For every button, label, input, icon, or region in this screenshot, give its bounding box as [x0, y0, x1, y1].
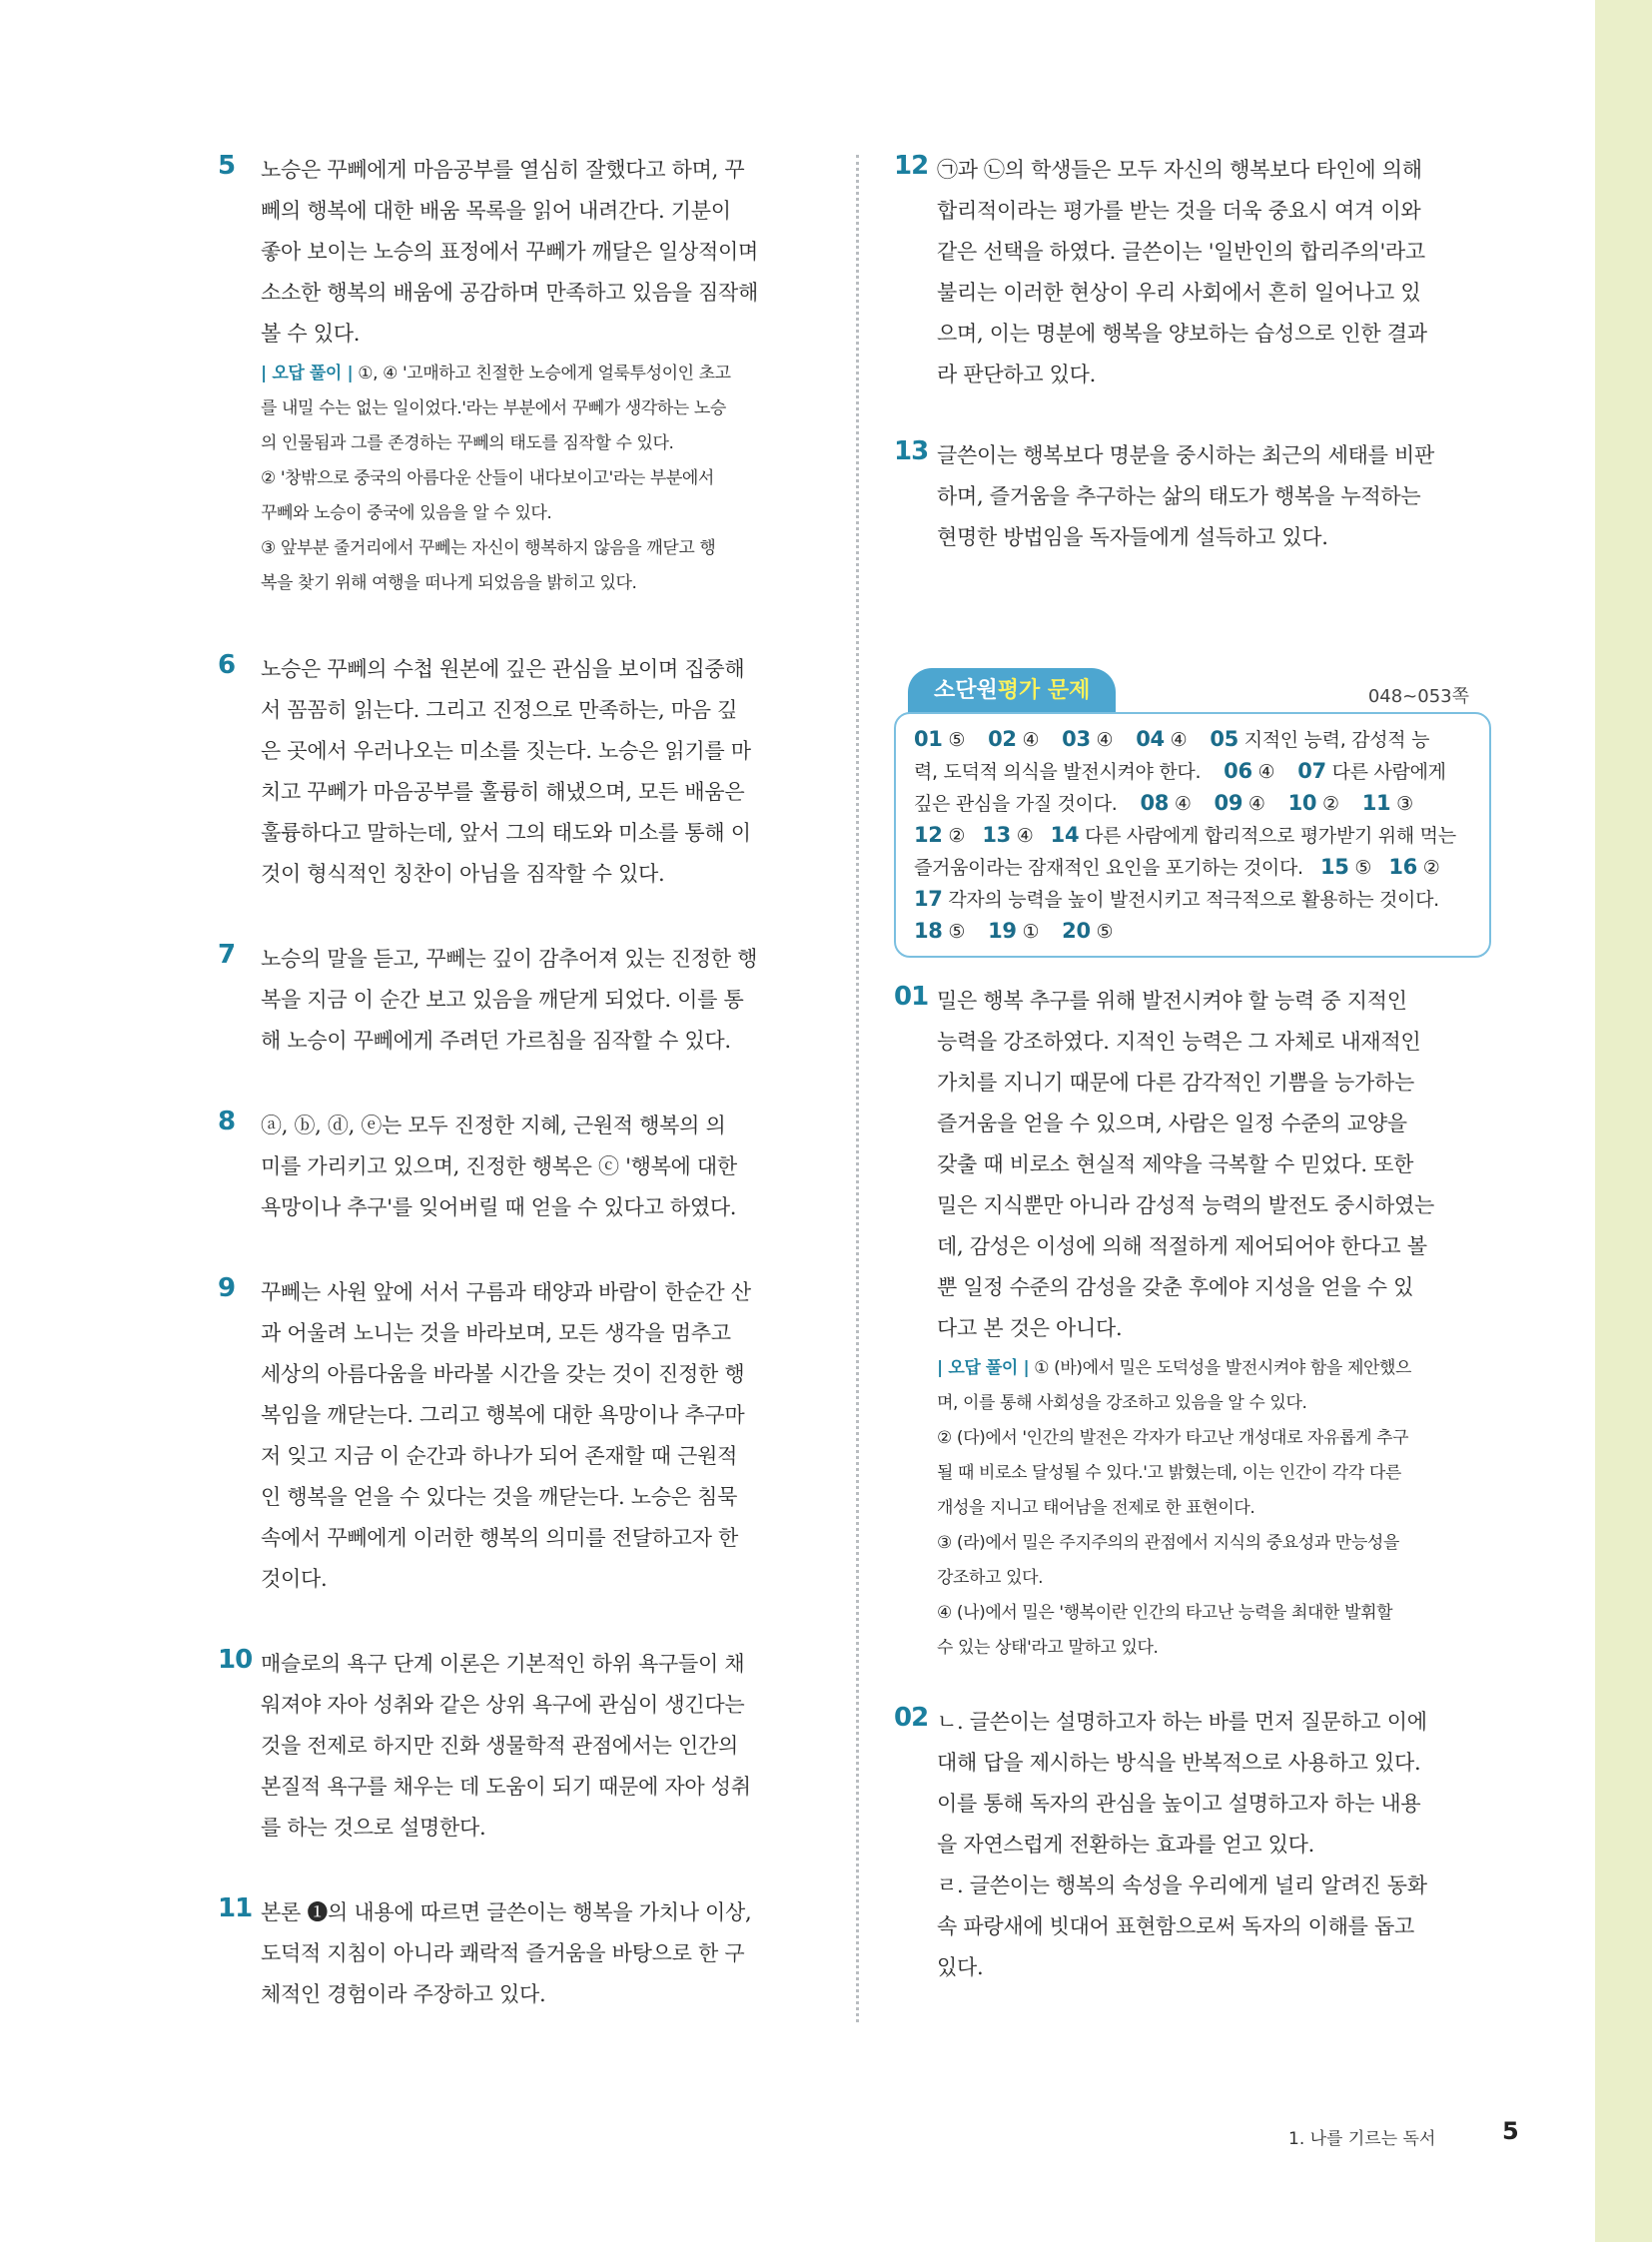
- item-number: 13: [894, 436, 929, 466]
- eval-answer-02: [894, 1702, 1497, 1988]
- wrong-answer-explanation: | 오답 풀이 | ①, ④ '고매하고 친절한 노승에게 얼룩투성이인 초고 를 내밀 수는 없는 일이었다.'라는 부분에서 꾸뻬가 생각하는 노승 의 인물됨과 그를 존경하는 꾸뻬의 태도를 짐작할 수 있다. ② '창밖으로 중국의 아름다운 산들이 내다보이고'라는 부분에서 꾸뻬와 노승이 중국에 있음을 알 수 있다. ③ 앞부분 줄거리에서 꾸뻬는 자신이 행복하지 않음을 깨닫고 행 복을 찾기 위해 여행을 떠나게 되었음을 밝히고 있다.: [261, 364, 731, 593]
- item-number: 8: [218, 1107, 236, 1136]
- answer-key-line: 즐거움이라는 잠재적인 요인을 포기하는 것이다. 15 ⑤ 16 ②: [914, 855, 1440, 879]
- wrong-answer-explanation: | 오답 풀이 | ① (바)에서 밀은 도덕성을 발전시켜야 함을 제안했으 며, 이를 통해 사회성을 강조하고 있음을 알 수 있다. ② (다)에서 '인간의 발전은 각자가 타고난 개성대로 자유롭게 추구 될 때 비로소 달성될 수 있다.'고 밝혔는데, 이는 인간이 각각 다른 개성을 지니고 태어남을 전제로 한 표현이다. ③ (라)에서 밀은 주지주의의 관점에서 지식의 중요성과 만능성을 강조하고 있다. ④ (나)에서 밀은 '행복이란 인간의 타고난 능력을 최대한 발휘할 수 있는 상태'라고 말하고 있다.: [937, 1358, 1412, 1658]
- unit-eval-section: [894, 668, 1497, 963]
- item-number: 12: [894, 151, 929, 181]
- item-number: 5: [218, 151, 236, 181]
- item-body: 매슬로의 욕구 단계 이론은 기본적인 하위 욕구들이 채 워져야 자아 성취와 같은 상위 욕구에 관심이 생긴다는 것을 전제로 하지만 진화 생물학적 관점에서는 인간의 본질적 욕구를 채우는 데 도움이 되기 때문에 자아 성취 를 하는 것으로 설명한다.: [261, 1652, 751, 1840]
- answer-key-line: 12 ② 13 ④ 14 다른 사람에게 합리적으로 평가받기 위해 먹는: [914, 823, 1456, 847]
- answer-item-11: [218, 1892, 819, 2015]
- left-column: [218, 150, 819, 2015]
- answer-key-line: 깊은 관심을 가질 것이다. 08 ④ 09 ④ 10 ② 11 ③: [914, 791, 1413, 815]
- item-number: 7: [218, 940, 236, 970]
- answer-item-10: [218, 1644, 819, 1849]
- column-divider: [856, 155, 859, 2022]
- right-column: [894, 150, 1497, 1988]
- chapter-label: 1. 나를 기르는 독서: [1288, 2129, 1436, 2149]
- item-body: 꾸뻬는 사원 앞에 서서 구름과 태양과 바람이 한순간 산 과 어울려 노니는 것을 바라보며, 모든 생각을 멈추고 세상의 아름다움을 바라볼 시간을 갖는 것이 진정한 행 복임을 깨닫는다. 그리고 행복에 대한 욕망이나 추구마 저 잊고 지금 이 순간과 하나가 되어 존재할 때 근원적 인 행복을 얻을 수 있다는 것을 깨닫는다. 노승은 침묵 속에서 꾸뻬에게 이러한 행복의 의미를 전달하고자 한 것이다.: [261, 1280, 751, 1591]
- item-number: 01: [894, 982, 929, 1012]
- answer-item-13: [894, 435, 1497, 558]
- answer-item-7: [218, 939, 819, 1062]
- item-number: 11: [218, 1893, 253, 1923]
- item-body: ⓐ, ⓑ, ⓓ, ⓔ는 모두 진정한 지혜, 근원적 행복의 의 미를 가리키고 있으며, 진정한 행복은 ⓒ '행복에 대한 욕망이나 추구'를 잊어버릴 때 얻을 수 있다고 하였다.: [261, 1114, 737, 1219]
- page-edge-strip: [1595, 0, 1652, 2242]
- answer-item-8: [218, 1106, 819, 1228]
- answer-item-9: [218, 1272, 819, 1600]
- item-number: 6: [218, 650, 236, 680]
- item-body: ㉠과 ㉡의 학생들은 모두 자신의 행복보다 타인에 의해 합리적이라는 평가를 받는 것을 더욱 중요시 여겨 이와 같은 선택을 하였다. 글쓴이는 '일반인의 합리주의'라고 불리는 이러한 현상이 우리 사회에서 흔히 일어나고 있 으며, 이는 명분에 행복을 양보하는 습성으로 인한 결과 라 판단하고 있다.: [937, 158, 1427, 386]
- item-number: 10: [218, 1645, 253, 1675]
- note-tag: | 오답 풀이 |: [261, 364, 354, 383]
- page-range: 048~053쪽: [1367, 686, 1469, 707]
- answer-key-line: 01 ⑤ 02 ④ 03 ④ 04 ④ 05 지적인 능력, 감성적 능: [914, 727, 1430, 751]
- answer-item-6: [218, 649, 819, 895]
- item-number: 02: [894, 1703, 929, 1733]
- answer-key-line: 력, 도덕적 의식을 발전시켜야 한다. 06 ④ 07 다른 사람에게: [914, 759, 1446, 783]
- note-tag: | 오답 풀이 |: [937, 1358, 1030, 1378]
- item-body: 노승은 꾸뻬의 수첩 원본에 깊은 관심을 보이며 집중해 서 꼼꼼히 읽는다. 그리고 진정으로 만족하는, 마음 깊 은 곳에서 우러나오는 미소를 짓는다. 노승은 읽기를 마 치고 꾸뻬가 마음공부를 훌륭히 해냈으며, 모든 배움은 훌륭하다고 말하는데, 앞서 그의 태도와 미소를 통해 이 것이 형식적인 칭찬이 아님을 짐작할 수 있다.: [261, 657, 751, 886]
- eval-answer-01: [894, 981, 1497, 1666]
- item-body: ㄴ. 글쓴이는 설명하고자 하는 바를 먼저 질문하고 이에 대해 답을 제시하는 방식을 반복적으로 사용하고 있다. 이를 통해 독자의 관심을 높이고 설명하고자 하는 내용 을 자연스럽게 전환하는 효과를 얻고 있다. ㄹ. 글쓴이는 행복의 속성을 우리에게 널리 알려진 동화 속 파랑새에 빗대어 표현함으로써 독자의 이해를 돕고 있다.: [937, 1710, 1427, 1979]
- answer-key-line: 18 ⑤ 19 ① 20 ⑤: [914, 919, 1114, 943]
- item-body: 밀은 행복 추구를 위해 발전시켜야 할 능력 중 지적인 능력을 강조하였다. 지적인 능력은 그 자체로 내재적인 가치를 지니기 때문에 다른 감각적인 기쁨을 능가하는 즐거움을 얻을 수 있으며, 사람은 일정 수준의 교양을 갖출 때 비로소 현실적 제약을 극복할 수 믿었다. 또한 밀은 지식뿐만 아니라 감성적 능력의 발전도 중시하였는 데, 감성은 이성에 의해 적절하게 제어되어야 한다고 볼 뿐 일정 수준의 감성을 갖춘 후에야 지성을 얻을 수 있 다고 본 것은 아니다.: [937, 989, 1434, 1340]
- unit-eval-tab: 소단원평가 문제: [908, 668, 1116, 714]
- answer-key-line: 17 각자의 능력을 높이 발전시키고 적극적으로 활용하는 것이다.: [914, 887, 1439, 911]
- answer-item-12: [894, 150, 1497, 395]
- answer-item-5: [218, 150, 819, 601]
- item-body: 노승은 꾸뻬에게 마음공부를 열심히 잘했다고 하며, 꾸 뻬의 행복에 대한 배움 목록을 읽어 내려간다. 기분이 좋아 보이는 노승의 표정에서 꾸뻬가 깨달은 일상적이며 소소한 행복의 배움에 공감하며 만족하고 있음을 짐작해 볼 수 있다.: [261, 158, 758, 346]
- item-body: 글쓴이는 행복보다 명분을 중시하는 최근의 세태를 비판 하며, 즐거움을 추구하는 삶의 태도가 행복을 누적하는 현명한 방법임을 독자들에게 설득하고 있다.: [937, 443, 1434, 549]
- page-number: 5: [1502, 2117, 1519, 2145]
- item-body: 본론 ❶의 내용에 따르면 글쓴이는 행복을 가치나 이상, 도덕적 지침이 아니라 쾌락적 즐거움을 바탕으로 한 구 체적인 경험이라 주장하고 있다.: [261, 1900, 752, 2006]
- item-number: 9: [218, 1273, 236, 1303]
- answer-key-box: [894, 712, 1491, 958]
- item-body: 노승의 말을 듣고, 꾸뻬는 깊이 감추어져 있는 진정한 행 복을 지금 이 순간 보고 있음을 깨닫게 되었다. 이를 통 해 노승이 꾸뻬에게 주려던 가르침을 짐작할 수 있다.: [261, 947, 758, 1053]
